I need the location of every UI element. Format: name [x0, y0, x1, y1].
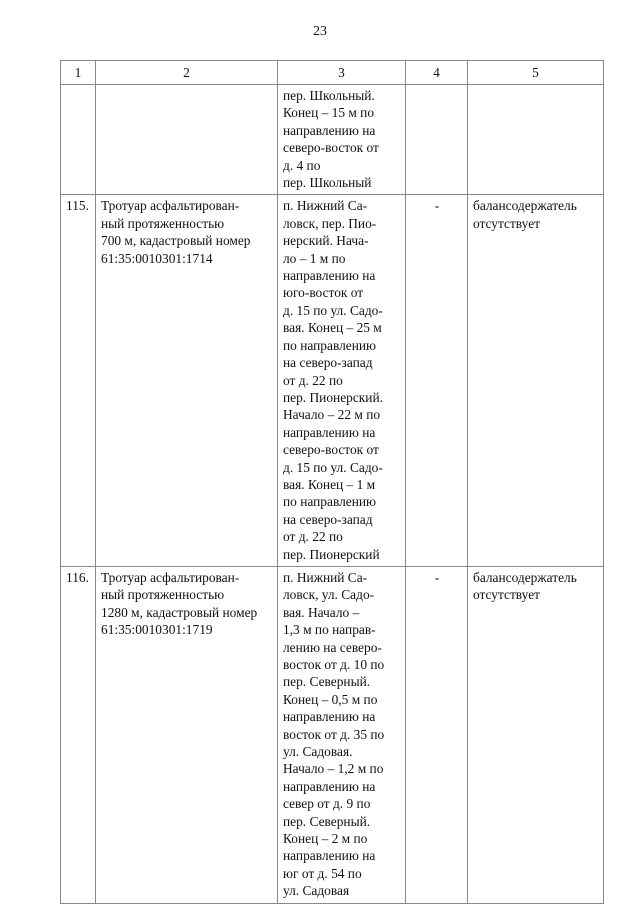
- row-number-cell: [61, 85, 96, 195]
- location-line: ул. Садовая: [283, 883, 350, 899]
- location-line: на северо-запад: [283, 511, 373, 527]
- location-line: Конец – 15 м по: [283, 105, 375, 121]
- header-col-1: 1: [61, 61, 96, 85]
- location-line: Начало – 22 м по: [283, 407, 381, 423]
- location-line: ловск, ул. Садо-: [283, 587, 375, 603]
- page-number: 23: [313, 24, 327, 39]
- location-line: пер. Пионерский.: [283, 389, 383, 405]
- holder-line: балансодержатель: [473, 198, 577, 214]
- column-4-value: -: [434, 569, 440, 585]
- table-row: [61, 195, 604, 567]
- location-line: пер. Северный.: [283, 813, 371, 829]
- column-4-value: -: [434, 198, 440, 214]
- location-line: нерский. Нача-: [283, 233, 369, 249]
- location-line: ловск, пер. Пио-: [283, 215, 377, 231]
- object-name-line: ный протяженностью: [101, 587, 225, 603]
- location-line: вая. Начало –: [283, 604, 360, 620]
- row-number-cell: [61, 566, 96, 903]
- location-line: северо-восток от: [283, 140, 379, 156]
- location-line: от д. 22 по: [283, 372, 343, 388]
- location-line: по направлению: [283, 494, 377, 510]
- location-line: вая. Конец – 25 м: [283, 320, 382, 336]
- location-line: направлению на: [283, 424, 376, 440]
- location-line: п. Нижний Са-: [283, 198, 368, 214]
- location-line: п. Нижний Са-: [283, 569, 368, 585]
- holder-cell: [468, 195, 604, 567]
- location-line: 1,3 м по направ-: [283, 622, 376, 638]
- location-cell: [278, 85, 406, 195]
- object-name-cell: [96, 85, 278, 195]
- location-line: юго-восток от: [283, 285, 364, 301]
- location-line: восток от д. 35 по: [283, 726, 385, 742]
- row-number: 115.: [66, 198, 89, 214]
- location-line: вая. Конец – 1 м: [283, 476, 376, 492]
- column-4-cell: [406, 566, 468, 903]
- location-cell: [278, 195, 406, 567]
- header-row: [61, 61, 604, 85]
- location-cell: [278, 566, 406, 903]
- header-col-3: 3: [278, 61, 406, 85]
- location-line: направлению на: [283, 778, 376, 794]
- location-line: пер. Северный.: [283, 674, 371, 690]
- location-line: направлению на: [283, 122, 376, 138]
- location-line: пер. Пионерский: [283, 546, 380, 562]
- header-col-4: 4: [406, 61, 468, 85]
- table-body: [61, 85, 604, 904]
- location-line: Конец – 0,5 м по: [283, 691, 378, 707]
- location-line: направлению на: [283, 268, 376, 284]
- location-line: от д. 22 по: [283, 529, 343, 545]
- location-line: д. 15 по ул. Садо-: [283, 302, 383, 318]
- location-line: Конец – 2 м по: [283, 831, 368, 847]
- location-line: ул. Садовая.: [283, 744, 353, 760]
- object-name-line: Тротуар асфальтирован-: [101, 198, 240, 214]
- row-number: 116.: [66, 569, 89, 585]
- column-4-cell: [406, 195, 468, 567]
- object-name-cell: [96, 566, 278, 903]
- location-line: д. 4 по: [283, 157, 321, 173]
- location-line: по направлению: [283, 337, 377, 353]
- header-col-2: 2: [96, 61, 278, 85]
- location-line: лению на северо-: [283, 639, 382, 655]
- location-line: Начало – 1,2 м по: [283, 761, 384, 777]
- location-line: северо-восток от: [283, 442, 379, 458]
- holder-line: отсутствует: [473, 587, 540, 603]
- object-name-line: 61:35:0010301:1719: [101, 622, 213, 638]
- registry-table: [60, 60, 604, 904]
- holder-line: балансодержатель: [473, 569, 577, 585]
- location-line: на северо-запад: [283, 355, 373, 371]
- table-row: [61, 85, 604, 195]
- location-line: юг от д. 54 по: [283, 865, 362, 881]
- column-4-cell: [406, 85, 468, 195]
- object-name-cell: [96, 195, 278, 567]
- location-line: ло – 1 м по: [283, 250, 346, 266]
- location-line: д. 15 по ул. Садо-: [283, 459, 383, 475]
- holder-cell: [468, 566, 604, 903]
- location-line: восток от д. 10 по: [283, 657, 385, 672]
- location-line: направлению на: [283, 848, 376, 864]
- object-name-line: ный протяженностью: [101, 215, 225, 231]
- object-name-line: Тротуар асфальтирован-: [101, 569, 240, 585]
- object-name-line: 1280 м, кадастровый номер: [101, 604, 258, 620]
- holder-line: отсутствует: [473, 215, 540, 231]
- object-name-line: 61:35:0010301:1714: [101, 250, 213, 266]
- header-col-5: 5: [468, 61, 604, 85]
- location-line: направлению на: [283, 709, 376, 725]
- object-name-line: 700 м, кадастровый номер: [101, 233, 251, 249]
- row-number-cell: [61, 195, 96, 567]
- location-line: север от д. 9 по: [283, 796, 371, 812]
- location-line: пер. Школьный: [283, 175, 372, 191]
- holder-cell: [468, 85, 604, 195]
- table-row: [61, 566, 604, 903]
- location-line: пер. Школьный.: [283, 88, 375, 103]
